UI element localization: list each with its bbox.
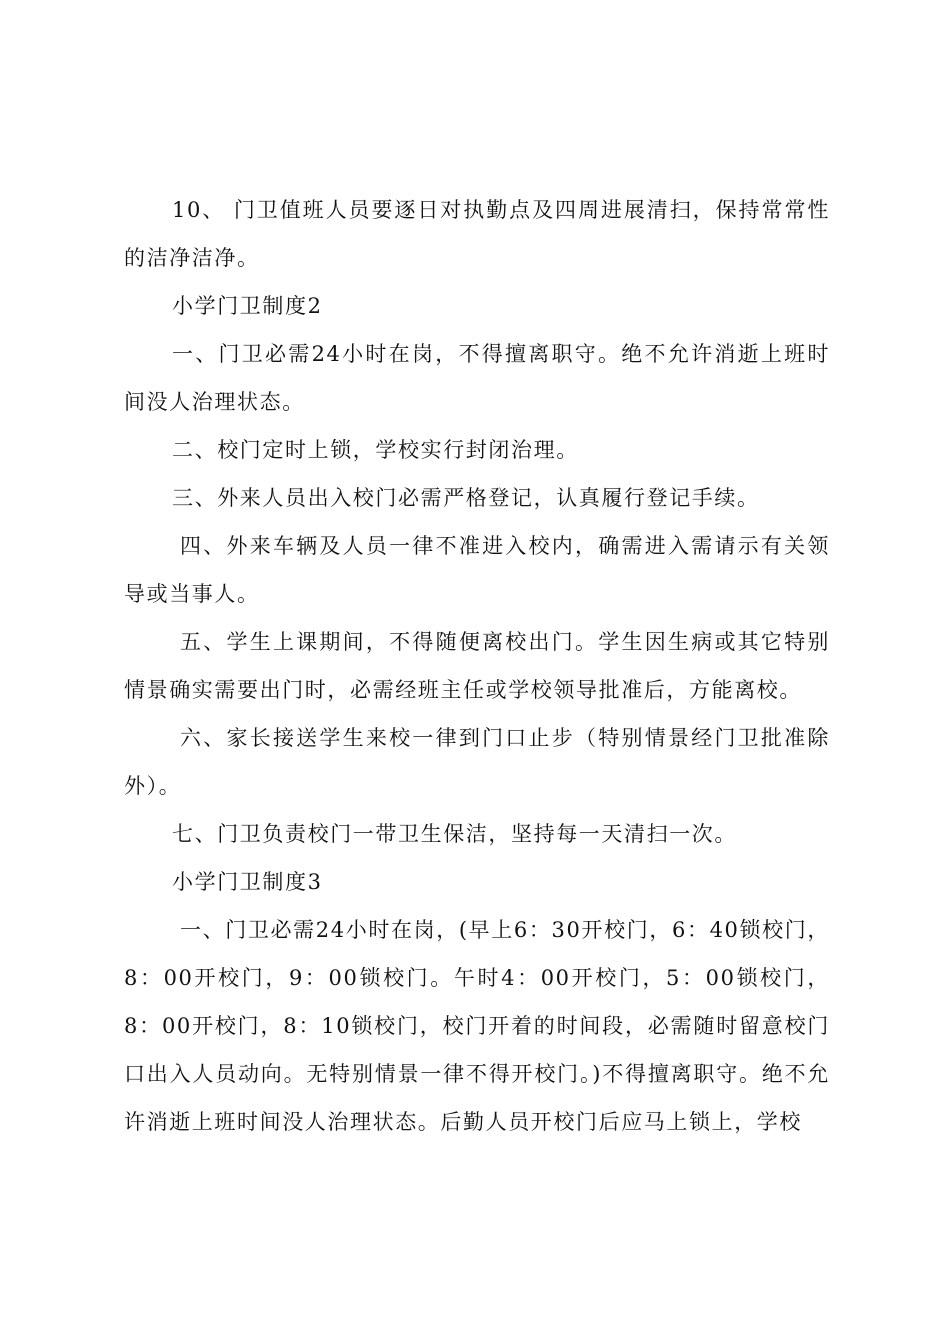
paragraph-rule-3: 三、外来人员出入校门必需严格登记，认真履行登记手续。 <box>172 486 760 510</box>
document-body <box>124 186 830 1146</box>
paragraph-rule-2: 二、校门定时上锁，学校实行封闭治理。 <box>172 438 579 462</box>
paragraph-item-10: 10、 门卫值班人员要逐日对执勤点及四周进展清扫，保持常常性的洁净洁净。 <box>124 198 830 270</box>
section-heading-3: 小学门卫制度3 <box>172 870 323 894</box>
paragraph-rule-7: 七、门卫负责校门一带卫生保洁，坚持每一天清扫一次。 <box>172 822 737 846</box>
paragraph-rule-6: 六、家长接送学生来校一律到门口止步（特别情景经门卫批准除外）。 <box>124 726 830 798</box>
section-heading-2: 小学门卫制度2 <box>172 294 323 318</box>
paragraph-rule-s3-1: 一、门卫必需24小时在岗，(早上6：30开校门，6：40锁校门，8：00开校门，9：00锁校门。午时4：00开校门，5：00锁校门，8：00开校门，8：10锁校门，校门开着的时间段，必需随时留意校门口出入人员动向。无特别情景一律不得开校门。)不得擅离职守。绝不允许消逝上班时间没人治理状态。后勤人员开校门后应马上锁上，学校 <box>124 918 830 1134</box>
paragraph-rule-1: 一、门卫必需24小时在岗，不得擅离职守。绝不允许消逝上班时间没人治理状态。 <box>124 342 830 414</box>
paragraph-rule-4: 四、外来车辆及人员一律不准进入校内，确需进入需请示有关领导或当事人。 <box>124 534 830 606</box>
paragraph-rule-5: 五、学生上课期间，不得随便离校出门。学生因生病或其它特别情景确实需要出门时，必需经班主任或学校领导批准后，方能离校。 <box>124 630 830 702</box>
